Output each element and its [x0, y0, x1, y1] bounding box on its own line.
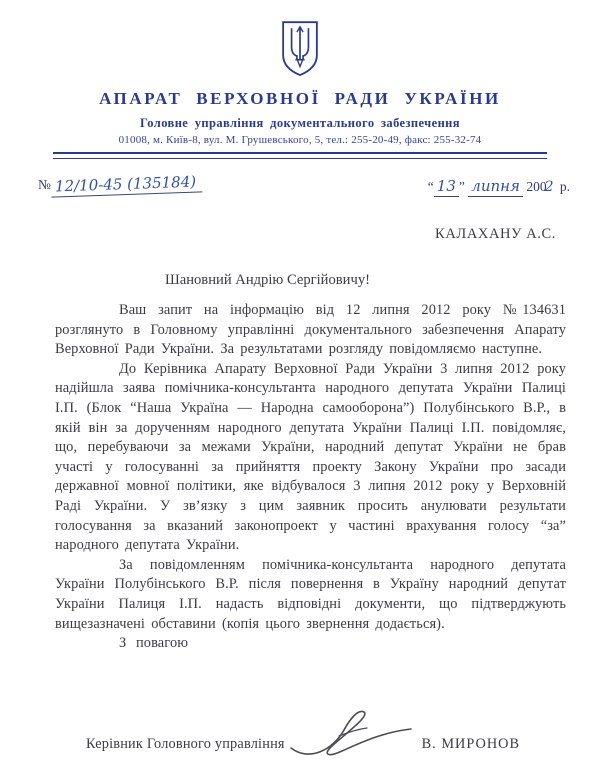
- department-name: Головне управління документального забезпечення: [140, 116, 460, 130]
- signature-icon: [283, 702, 423, 769]
- date-year-printed: 200: [526, 179, 547, 194]
- letter-body: [0, 301, 600, 654]
- closing-phrase: З повагою: [119, 635, 189, 652]
- address-line: 01008, м. Київ-8, вул. М. Грушевського, 5, тел.: 255-20-49, факс: 255-32-74: [118, 134, 482, 146]
- body-paragraph: До Керівника Апарату Верховної Ради України 3 липня 2012 року надійшла заява помічника-консультанта народного депутата України Палиці І.П. (Блок “Наша Україна — Народна самооборона”) Полубінського В.Р., в якій він за дорученням народного депутата України Палиці І.П. повідомляє, що, перебуваючи за межами України, народний депутат України не брав участі у голосуванні за прийняття проекту Закону України про засади державної мовної політики, яке відбувалося 3 липня 2012 року у Верховній Раді України. У зв’язку з цим заявник просить анулювати результати голосування за вказаний законопроект у частині врахування голосу “за” народного депутата України.: [55, 360, 566, 554]
- letterhead-divider: [53, 152, 547, 159]
- org-name: АПАРАТ ВЕРХОВНОЇ РАДИ УКРАЇНИ: [99, 89, 501, 108]
- coat-of-arms-emblem: [277, 18, 323, 80]
- signature-row: [0, 720, 600, 769]
- signer-title: Керівник Головного управління: [86, 735, 285, 752]
- date-day-handwritten: 13: [434, 177, 459, 197]
- reference-row: [0, 159, 600, 195]
- recipient-name: КАЛАХАНУ А.С.: [435, 226, 556, 242]
- ref-number-label: №: [38, 177, 51, 192]
- date-year-handwritten: 2: [544, 179, 554, 195]
- reference-date: [428, 177, 570, 195]
- date-quote-close: ”: [458, 179, 465, 194]
- ref-number-handwritten: 12/10-45 (135184): [51, 172, 203, 197]
- date-year-suffix: р.: [559, 179, 570, 194]
- body-paragraph: Ваш запит на інформацію від 12 липня 2012 року №134631 розглянуто в Головному управлінні документального забезпечення Апарату Верховної Ради України. За результатами розгляду повідомляємо наступне.: [55, 302, 566, 358]
- salutation: Шановний Андрію Сергійовичу!: [165, 272, 370, 288]
- letterhead: [0, 18, 600, 159]
- body-paragraph: За повідомленням помічника-консультанта народного депутата України Полубінського В.Р. після повернення в Україну народний депутат України Палиця І.П. надасть відповідні документи, що підтверджують вищезазначені обставини (копія цього звернення додається).: [55, 556, 566, 632]
- trident-icon: [277, 18, 323, 80]
- reference-number: [38, 172, 202, 196]
- date-quote-open: “: [427, 179, 434, 194]
- signer-name: В. МИРОНОВ: [421, 735, 520, 752]
- date-month-handwritten: липня: [468, 177, 523, 197]
